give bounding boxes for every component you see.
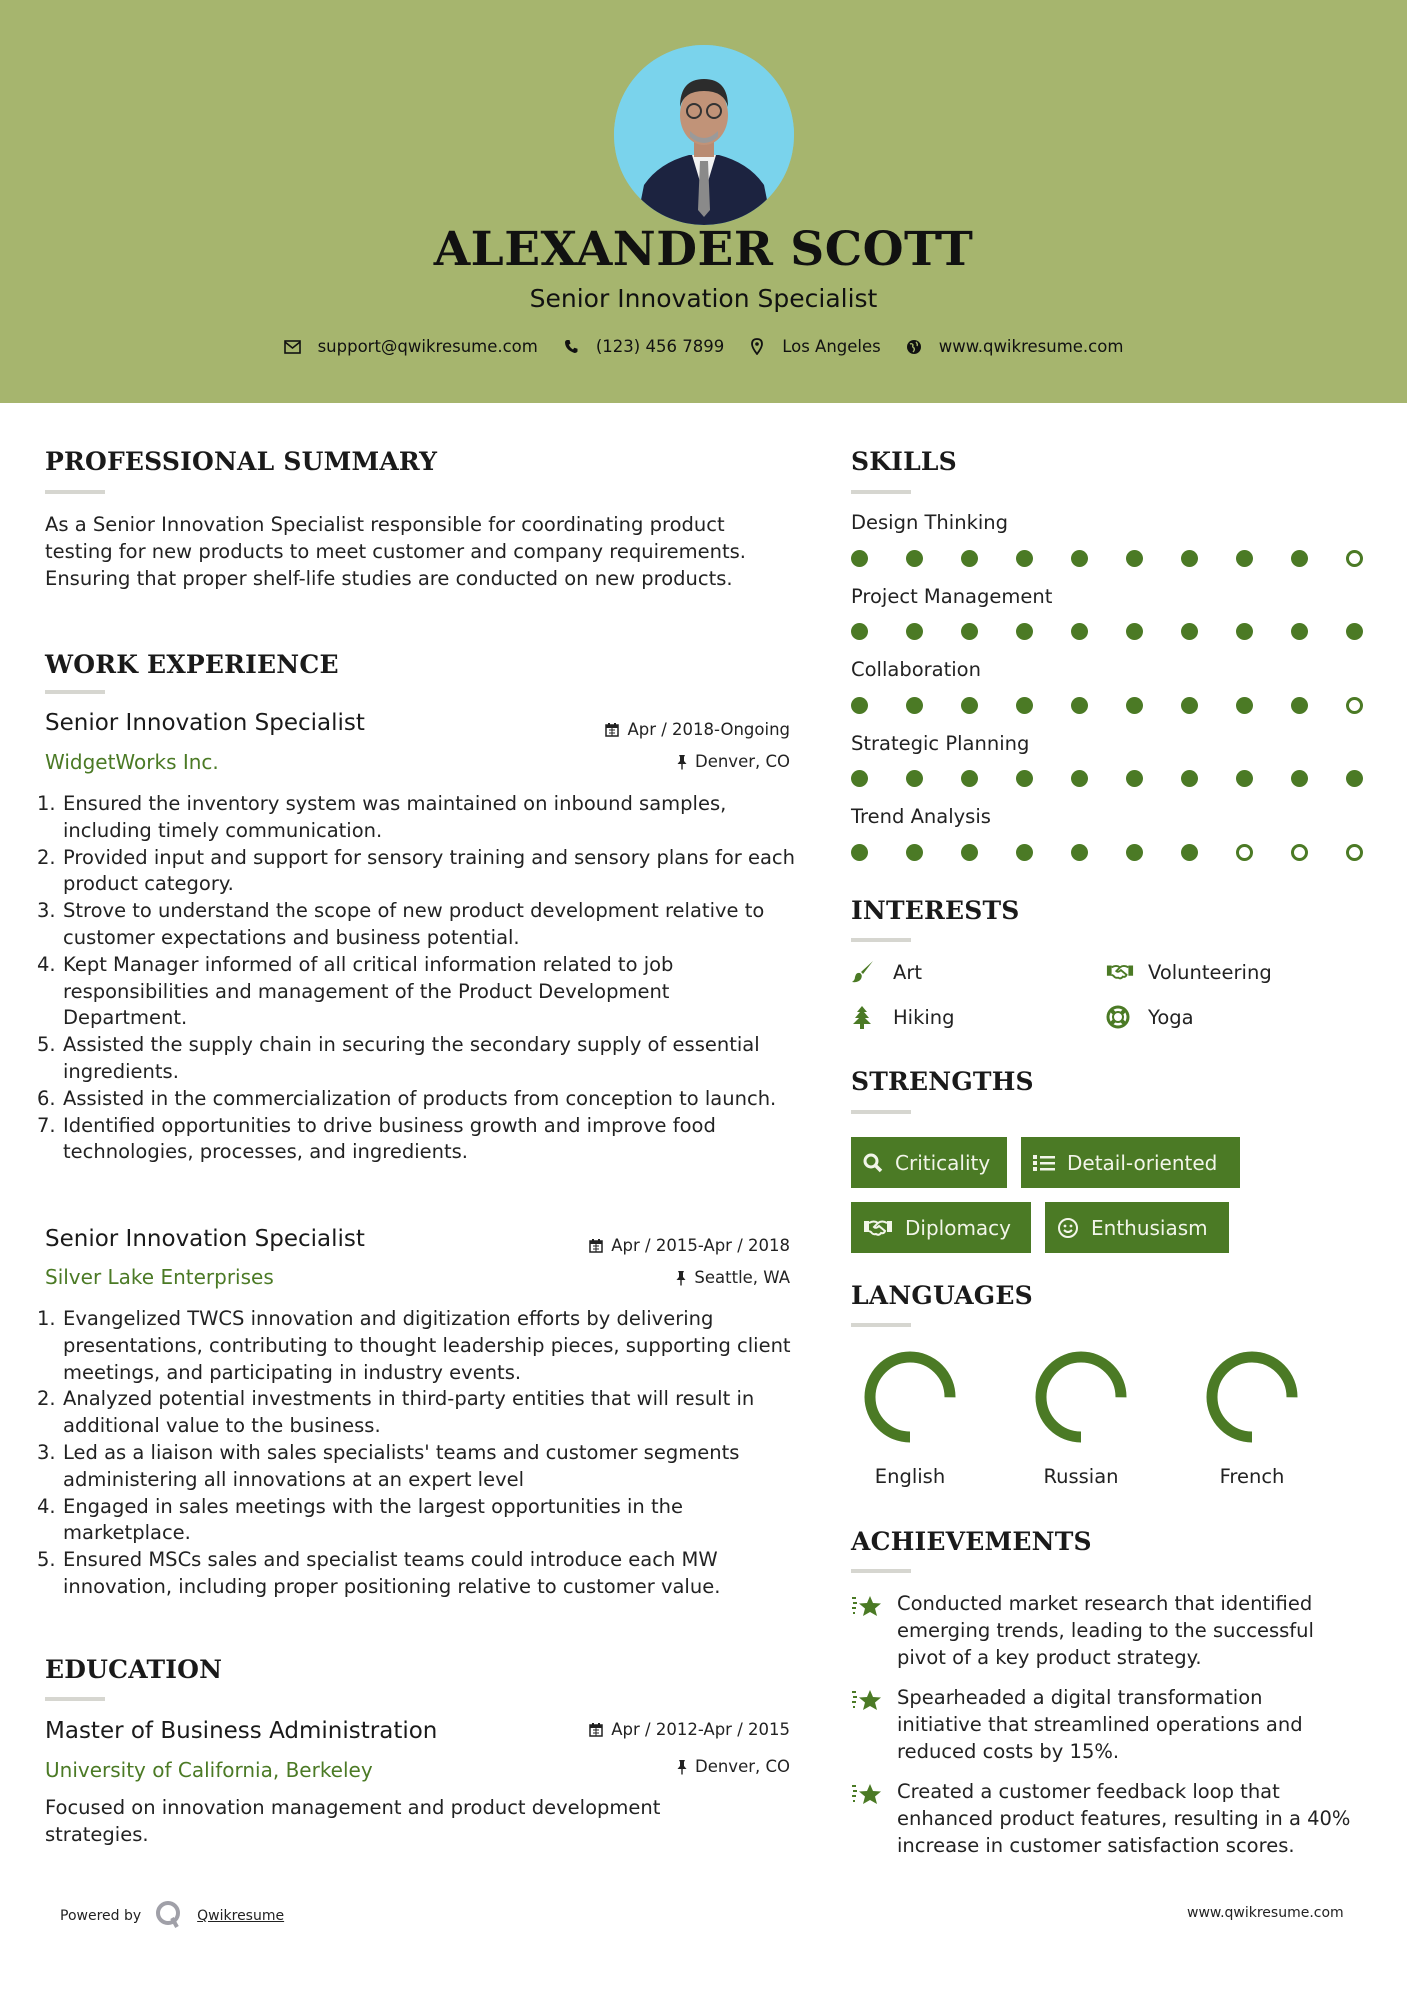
rating-dot-filled <box>851 697 868 714</box>
list-icon <box>1033 1154 1055 1172</box>
section-divider <box>45 690 105 694</box>
education-dates-text: Apr / 2012-Apr / 2015 <box>611 1720 790 1739</box>
rating-dot-filled <box>1181 697 1198 714</box>
interest-label: Volunteering <box>1148 960 1272 984</box>
section-divider <box>45 1697 105 1701</box>
star-award-icon <box>851 1590 897 1671</box>
job-location <box>676 1268 790 1287</box>
achievement-item <box>851 1684 1351 1765</box>
job-duties-list <box>37 791 796 1166</box>
company-name: WidgetWorks Inc. <box>45 750 219 774</box>
rating-dot-filled <box>851 623 868 640</box>
rating-dot-filled <box>906 697 923 714</box>
skill-label: Collaboration <box>851 658 981 681</box>
rating-dot-filled <box>1016 770 1033 787</box>
rating-dot-filled <box>1016 844 1033 861</box>
rating-dot-filled <box>1071 697 1088 714</box>
contact-location <box>748 337 881 356</box>
rating-dot-empty <box>1346 550 1363 567</box>
pushpin-icon <box>677 1759 687 1775</box>
paintbrush-icon <box>851 960 879 984</box>
rating-dot-filled <box>1126 844 1143 861</box>
strength-label: Detail-oriented <box>1067 1150 1218 1175</box>
section-divider <box>851 1323 911 1327</box>
pushpin-icon <box>676 1270 686 1286</box>
proficiency-ring <box>864 1351 956 1443</box>
job-dates-text: Apr / 2015-Apr / 2018 <box>611 1236 790 1255</box>
skill-rating-project-management <box>851 623 1401 640</box>
job-dates <box>605 720 790 739</box>
rating-dot-filled <box>961 697 978 714</box>
person-portrait-icon <box>614 45 794 225</box>
rating-dot-filled <box>1236 770 1253 787</box>
list-item: 5. Assisted the supply chain in securing the secondary supply of essential ingredients. <box>37 1033 760 1083</box>
contact-location-text: Los Angeles <box>782 337 881 356</box>
section-divider <box>851 938 911 942</box>
tree-icon <box>851 1005 879 1029</box>
section-title-languages: LANGUAGES <box>851 1281 1033 1310</box>
rating-dot-filled <box>1236 623 1253 640</box>
section-title-strengths: STRENGTHS <box>851 1067 1034 1096</box>
job-location-text: Denver, CO <box>694 752 790 771</box>
section-divider <box>45 490 105 494</box>
rating-dot-filled <box>961 770 978 787</box>
interest-yoga <box>1106 1005 1194 1029</box>
interest-volunteering <box>1106 960 1272 984</box>
interest-art <box>851 960 922 984</box>
rating-dot-filled <box>906 550 923 567</box>
handshake-icon <box>863 1218 893 1238</box>
rating-dot-filled <box>1071 770 1088 787</box>
rating-dot-empty <box>1236 844 1253 861</box>
rating-dot-filled <box>851 770 868 787</box>
rating-dot-filled <box>1291 623 1308 640</box>
map-marker-icon <box>748 338 766 356</box>
profile-photo <box>614 45 794 225</box>
interest-hiking <box>851 1005 955 1029</box>
rating-dot-empty <box>1346 697 1363 714</box>
skill-rating-trend-analysis <box>851 844 1401 861</box>
rating-dot-filled <box>1071 623 1088 640</box>
section-title-experience: WORK EXPERIENCE <box>45 650 339 679</box>
skill-label: Trend Analysis <box>851 805 991 828</box>
rating-dot-filled <box>1016 550 1033 567</box>
calendar-icon <box>605 722 619 737</box>
handshake-icon <box>1106 960 1134 984</box>
rating-dot-filled <box>961 844 978 861</box>
rating-dot-filled <box>1126 697 1143 714</box>
skill-rating-design-thinking <box>851 550 1401 567</box>
degree-title: Master of Business Administration <box>45 1718 438 1744</box>
envelope-icon <box>284 338 302 356</box>
footer-website[interactable]: www.qwikresume.com <box>1187 1905 1344 1921</box>
life-ring-icon <box>1106 1005 1134 1029</box>
phone-icon <box>562 338 580 356</box>
list-item: 7. Identified opportunities to drive business growth and improve food technologies, processes, and ingredients. <box>37 1113 716 1164</box>
rating-dot-filled <box>1346 623 1363 640</box>
section-title-skills: SKILLS <box>851 447 957 476</box>
qwikresume-link[interactable]: Qwikresume <box>197 1908 285 1924</box>
interest-label: Yoga <box>1148 1005 1194 1029</box>
job-duties-list <box>37 1306 795 1601</box>
education-dates <box>589 1720 790 1739</box>
list-item: 1. Ensured the inventory system was maintained on inbound samples, including timely communication. <box>37 792 727 842</box>
list-item: 1. Evangelized TWCS innovation and digitization efforts by delivering presentations, contributing to thought leadership pieces, supporting client meetings, and participating in industry events. <box>37 1307 791 1384</box>
resume-header <box>0 0 1407 403</box>
rating-dot-filled <box>961 550 978 567</box>
section-title-summary: PROFESSIONAL SUMMARY <box>45 447 438 476</box>
strength-chip-enthusiasm <box>1045 1202 1229 1253</box>
job-title: Senior Innovation Specialist <box>45 1226 365 1252</box>
list-item: 4. Kept Manager informed of all critical information related to job responsibilities and management of the Product Development Department. <box>37 952 674 1030</box>
rating-dot-empty <box>1346 844 1363 861</box>
strength-chip-diplomacy <box>851 1202 1031 1253</box>
rating-dot-filled <box>961 623 978 640</box>
rating-dot-filled <box>1181 550 1198 567</box>
skill-rating-strategic-planning <box>851 770 1401 787</box>
powered-by <box>60 1900 284 1932</box>
job-title: Senior Innovation Specialist <box>45 710 365 736</box>
rating-dot-filled <box>851 550 868 567</box>
contact-email[interactable] <box>284 337 538 356</box>
interest-label: Art <box>893 960 923 984</box>
summary-text: As a Senior Innovation Specialist responsible for coordinating product testing for new products to meet customer and company requirements. Ensuring that proper shelf-life studies are conducted on new products. <box>45 513 746 590</box>
education-location <box>677 1757 790 1776</box>
achievement-item <box>851 1778 1351 1859</box>
list-item: 6. Assisted in the commercialization of products from conception to launch. <box>37 1086 777 1110</box>
section-title-achievements: ACHIEVEMENTS <box>851 1527 1092 1556</box>
proficiency-ring <box>1206 1351 1298 1443</box>
rating-dot-filled <box>1016 697 1033 714</box>
rating-dot-filled <box>1126 623 1143 640</box>
rating-dot-filled <box>906 844 923 861</box>
language-english <box>850 1351 970 1488</box>
section-divider <box>851 490 911 494</box>
rating-dot-empty <box>1291 844 1308 861</box>
section-divider <box>851 1110 911 1114</box>
language-label: Russian <box>1043 1465 1119 1488</box>
list-item: 4. Engaged in sales meetings with the largest opportunities in the marketplace. <box>37 1494 683 1545</box>
contact-phone[interactable] <box>562 337 724 356</box>
language-french <box>1192 1351 1312 1488</box>
list-item: 5. Ensured MSCs sales and specialist teams could introduce each MW innovation, including proper positioning relative to customer value. <box>37 1548 721 1598</box>
achievement-text: Created a customer feedback loop that enhanced product features, resulting in a 40% increase in customer satisfaction scores. <box>897 1780 1351 1857</box>
rating-dot-filled <box>1016 623 1033 640</box>
job-location-text: Seattle, WA <box>694 1268 790 1287</box>
school-name: University of California, Berkeley <box>45 1758 373 1782</box>
rating-dot-filled <box>1236 550 1253 567</box>
job-dates <box>589 1236 790 1255</box>
rating-dot-filled <box>1126 550 1143 567</box>
rating-dot-filled <box>1291 697 1308 714</box>
language-label: English <box>874 1465 946 1488</box>
contact-bar <box>0 337 1407 356</box>
company-name: Silver Lake Enterprises <box>45 1265 274 1289</box>
interest-label: Hiking <box>893 1005 955 1029</box>
section-title-interests: INTERESTS <box>851 896 1020 925</box>
rating-dot-filled <box>1346 770 1363 787</box>
list-item: 3. Led as a liaison with sales specialists' teams and customer segments administering all innovations at an expert level <box>37 1440 740 1491</box>
language-russian <box>1021 1351 1141 1488</box>
job-dates-text: Apr / 2018-Ongoing <box>627 720 790 739</box>
section-title-education: EDUCATION <box>45 1655 223 1684</box>
rating-dot-filled <box>1181 770 1198 787</box>
strength-label: Criticality <box>895 1150 991 1175</box>
language-label: French <box>1219 1465 1285 1488</box>
rating-dot-filled <box>1291 550 1308 567</box>
globe-icon <box>905 338 923 356</box>
rating-dot-filled <box>1236 697 1253 714</box>
rating-dot-filled <box>906 770 923 787</box>
strength-label: Diplomacy <box>905 1215 1012 1240</box>
proficiency-ring <box>1035 1351 1127 1443</box>
contact-phone-text: (123) 456 7899 <box>595 337 725 356</box>
rating-dot-filled <box>1181 623 1198 640</box>
candidate-name: ALEXANDER SCOTT <box>433 222 974 277</box>
achievement-item <box>851 1590 1351 1671</box>
list-item: 3. Strove to understand the scope of new product development relative to customer expectations and business potential. <box>37 899 765 949</box>
calendar-icon <box>589 1722 603 1737</box>
skill-rating-collaboration <box>851 697 1401 714</box>
contact-website[interactable] <box>905 337 1124 356</box>
skill-label: Strategic Planning <box>851 732 1030 755</box>
star-award-icon <box>851 1684 897 1765</box>
achievement-text: Conducted market research that identified emerging trends, leading to the successful pivot of a key product strategy. <box>897 1592 1314 1669</box>
smile-icon <box>1057 1217 1079 1239</box>
candidate-title: Senior Innovation Specialist <box>529 284 878 313</box>
rating-dot-filled <box>1071 550 1088 567</box>
rating-dot-filled <box>1181 844 1198 861</box>
contact-website-text: www.qwikresume.com <box>938 337 1124 356</box>
education-description: Focused on innovation management and product development strategies. <box>45 1796 661 1846</box>
rating-dot-filled <box>1126 770 1143 787</box>
strength-chip-criticality <box>851 1137 1007 1188</box>
skill-label: Design Thinking <box>851 511 1009 534</box>
rating-dot-filled <box>906 623 923 640</box>
job-location <box>677 752 790 771</box>
star-award-icon <box>851 1778 897 1859</box>
pushpin-icon <box>677 754 687 770</box>
calendar-icon <box>589 1238 603 1253</box>
powered-by-label: Powered by <box>60 1908 142 1924</box>
rating-dot-filled <box>1291 770 1308 787</box>
contact-email-text: support@qwikresume.com <box>317 337 538 356</box>
list-item: 2. Provided input and support for sensory training and sensory plans for each product category. <box>37 845 796 896</box>
section-divider <box>851 1569 911 1573</box>
rating-dot-filled <box>851 844 868 861</box>
strength-label: Enthusiasm <box>1091 1215 1208 1240</box>
skill-label: Project Management <box>851 585 1053 608</box>
list-item: 2. Analyzed potential investments in third-party entities that will result in additional value to the business. <box>37 1387 755 1438</box>
education-location-text: Denver, CO <box>694 1757 790 1776</box>
achievement-text: Spearheaded a digital transformation initiative that streamlined operations and reduced costs by 15%. <box>897 1686 1303 1763</box>
search-icon <box>863 1153 883 1173</box>
qwikresume-logo-icon <box>155 1900 183 1932</box>
strength-chip-detail-oriented <box>1021 1137 1240 1188</box>
rating-dot-filled <box>1071 844 1088 861</box>
